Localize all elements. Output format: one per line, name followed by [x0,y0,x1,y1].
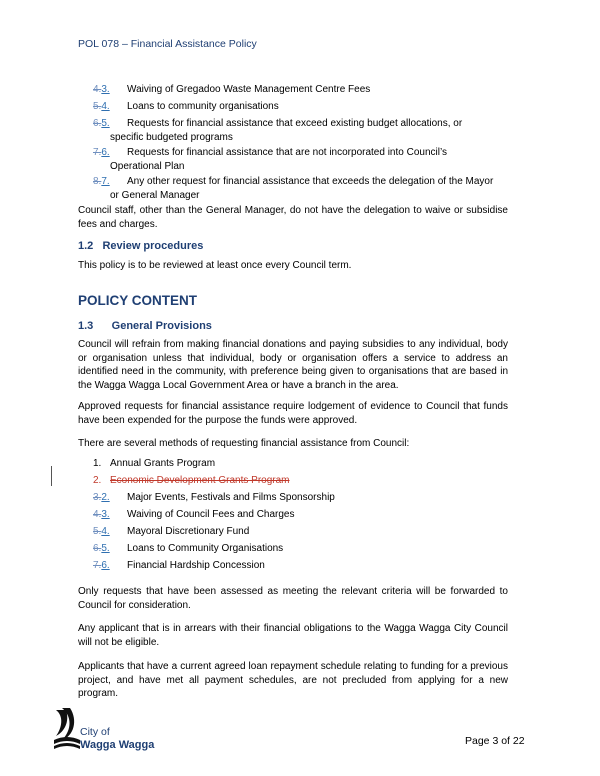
list-item-text: Economic Development Grants Program [110,475,290,486]
deleted-number: 4. [93,84,102,95]
list-item [93,491,508,505]
deleted-number: 7. [93,560,102,571]
list-item-text: Annual Grants Program [110,458,216,469]
deleted-number: 5. [93,526,102,537]
list-item-continuation: or General Manager [110,189,200,201]
paragraph: Approved requests for financial assistance require lodgement of evidence to Council that funds have been expended for the purpose the funds were approved. [78,401,508,426]
logo-mark-icon [52,706,82,750]
paragraph: Applicants that have a current agreed loan repayment schedule relating to funding for a previous project, and have met all payment schedules, are not precluded from applying for a new program. [78,661,508,699]
inserted-number: 2. [101,492,110,503]
inserted-number: 5. [101,543,110,554]
list-item-continuation: Operational Plan [110,160,185,172]
paragraph: Only requests that have been assessed as meeting the relevant criteria will be forwarded to Council for consideration. [78,586,508,611]
list-item [93,117,508,144]
list-item [93,146,508,173]
list-item-text: Waiving of Gregadoo Waste Management Centre Fees [127,84,371,95]
list-item [93,457,508,471]
inserted-number: 6. [101,147,110,158]
paragraph: This policy is to be reviewed at least once every Council term. [78,260,352,271]
council-logo [52,706,172,754]
paragraph: Council will refrain from making financial donations and paying subsidies to any individual, body or organisation unless that individual, body or organisation offers a service to address an identified need in the community, with preference being given to organisations that are based in the Wagga Wagga Local Government Area or have a branch in the area. [78,339,508,391]
paragraph: There are several methods of requesting financial assistance from Council: [78,438,410,449]
list-item-text: Loans to Community Organisations [127,543,284,554]
change-bar [51,466,52,486]
list-item-continuation: specific budgeted programs [110,131,233,143]
deleted-number: 5. [93,101,102,112]
page-number: Page 3 of 22 [465,735,525,747]
list-item-text: Requests for financial assistance that exceed existing budget allocations, or [127,118,463,129]
deleted-number: 8. [93,176,102,187]
document-header: POL 078 – Financial Assistance Policy [78,38,257,50]
inserted-number: 3. [101,84,110,95]
list-item [93,100,508,114]
list-item-text: Financial Hardship Concession [127,560,265,571]
section-title: Review procedures [102,240,204,252]
inserted-number: 6. [101,560,110,571]
paragraph: Any applicant that is in arrears with their financial obligations to the Wagga Wagga City Council will not be eligible. [78,623,508,648]
paragraph: Council staff, other than the General Manager, do not have the delegation to waive or subsidise fees and charges. [78,205,508,230]
list-item-text: Mayoral Discretionary Fund [127,526,250,537]
list-item [93,559,508,573]
list-item-text: Any other request for financial assistance that exceeds the delegation of the Mayor [127,176,494,187]
inserted-number: 4. [101,526,110,537]
list-item-text: Major Events, Festivals and Films Sponsorship [127,492,335,503]
deleted-number: 4. [93,509,102,520]
inserted-number: 7. [101,176,110,187]
inserted-number: 5. [101,118,110,129]
list-item [93,83,508,97]
section-title: General Provisions [111,320,212,332]
section-number: 1.3 [78,320,94,332]
list-item [93,175,508,202]
deleted-number: 3. [93,492,102,503]
list-item [93,508,508,522]
list-item [93,542,508,556]
list-item-text: Loans to community organisations [127,101,279,112]
list-item-text: Waiving of Council Fees and Charges [127,509,295,520]
logo-text-line1: City of [80,726,110,738]
inserted-number: 3. [101,509,110,520]
policy-content-heading: POLICY CONTENT [78,293,198,308]
list-item [93,525,508,539]
section-heading-review [78,240,203,252]
list-item-text: Requests for financial assistance that are not incorporated into Council’s [127,147,447,158]
inserted-number: 4. [101,101,110,112]
deleted-number: 6. [93,543,102,554]
section-number: 1.2 [78,240,94,252]
section-heading-general [78,320,212,332]
list-number: 2. [93,475,102,486]
deleted-number: 7. [93,147,102,158]
list-item-deleted [93,474,508,488]
logo-text-line2: Wagga Wagga [80,739,155,751]
deleted-number: 6. [93,118,102,129]
list-number: 1. [93,458,102,469]
